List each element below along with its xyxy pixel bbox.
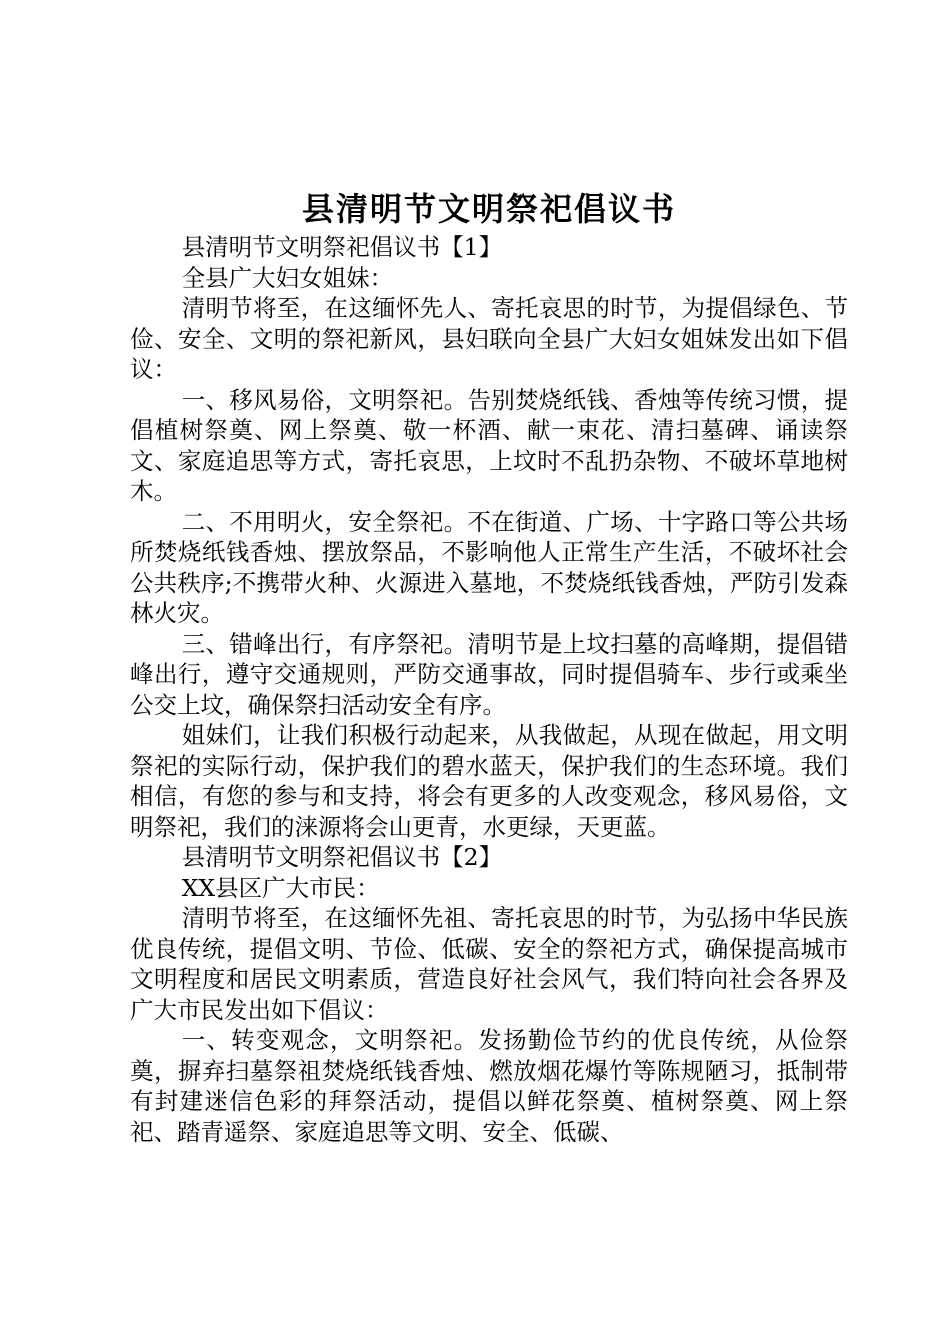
body-paragraph: 三、错峰出行，有序祭祀。清明节是上坟扫墓的高峰期，提倡错峰出行，遵守交通规则，严防交通事故，同时提倡骑车、步行或乘坐公交上坟，确保祭扫活动安全有序。 bbox=[130, 629, 848, 719]
body-paragraph: 清明节将至，在这缅怀先人、寄托哀思的时节，为提倡绿色、节俭、安全、文明的祭祀新风，县妇联向全县广大妇女姐妹发出如下倡议： bbox=[130, 294, 848, 383]
body-paragraph: 清明节将至，在这缅怀先祖、寄托哀思的时节，为弘扬中华民族优良传统，提倡文明、节俭、低碳、安全的祭祀方式，确保提高城市文明程度和居民文明素质，营造良好社会风气，我们特向社会各界及广大市民发出如下倡议： bbox=[130, 904, 848, 1024]
salutation-2: XX县区广大市民： bbox=[181, 873, 380, 902]
body-paragraph: 姐妹们，让我们积极行动起来，从我做起，从现在做起，用文明祭祀的实际行动，保护我们的碧水蓝天，保护我们的生态环境。我们相信，有您的参与和支持，将会有更多的人改变观念，移风易俗，文明祭祀，我们的涞源将会山更青，水更绿，天更蓝。 bbox=[130, 721, 848, 841]
body-paragraph: 一、移风易俗，文明祭祀。告别焚烧纸钱、香烛等传统习惯，提倡植树祭奠、网上祭奠、敬一杯酒、献一束花、清扫墓碑、诵读祭文、家庭追思等方式，寄托哀思，上坟时不乱扔杂物、不破坏草地树木。 bbox=[130, 385, 848, 505]
section-heading-2: 县清明节文明祭祀倡议书【2】 bbox=[181, 843, 503, 871]
document-title: 县清明节文明祭祀倡议书 bbox=[301, 190, 676, 228]
document-page bbox=[130, 188, 848, 1147]
section-heading-1: 县清明节文明祭祀倡议书【1】 bbox=[181, 233, 503, 261]
body-paragraph: 二、不用明火，安全祭祀。不在街道、广场、十字路口等公共场所焚烧纸钱香烛、摆放祭品，不影响他人正常生产生活，不破坏社会公共秩序;不携带火种、火源进入墓地，不焚烧纸钱香烛，严防引发森林火灾。 bbox=[130, 507, 848, 627]
salutation-1: 全县广大妇女姐妹： bbox=[181, 263, 394, 292]
body-paragraph: 一、转变观念，文明祭祀。发扬勤俭节约的优良传统，从俭祭奠，摒弃扫墓祭祖焚烧纸钱香烛、燃放烟花爆竹等陈规陋习，抵制带有封建迷信色彩的拜祭活动，提倡以鲜花祭奠、植树祭奠、网上祭祀、踏青遥祭、家庭追思等文明、安全、低碳、 bbox=[130, 1026, 848, 1146]
